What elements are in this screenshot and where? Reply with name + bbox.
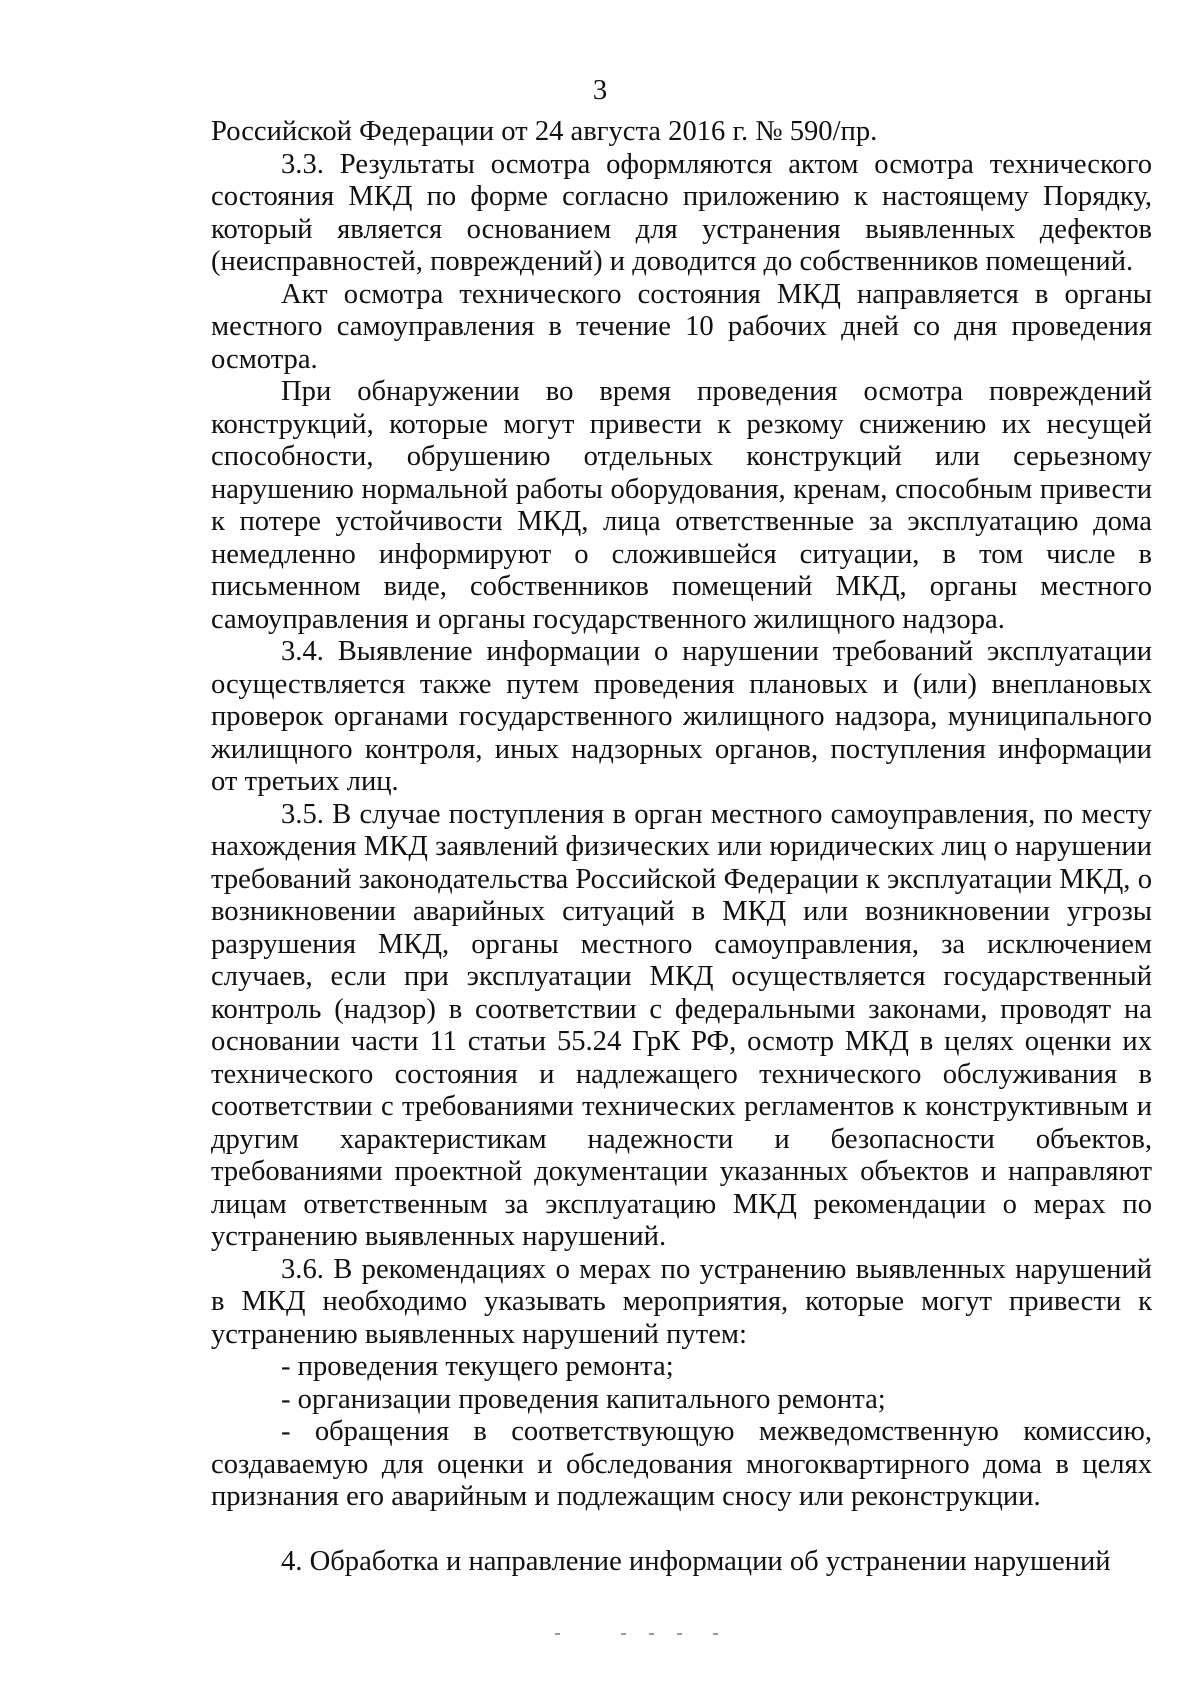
scan-artifact-dots <box>555 1633 735 1639</box>
list-item-capital-repair: - организации проведения капитального ремонта; <box>281 1383 886 1415</box>
paragraph-3-3: 3.3. Результаты осмотра оформляются актом осмотра технического состояния МКД по форме согласно приложению к настоящему Порядку, который является основанием для устранения выявленных дефектов (неисправностей, повреждений) и доводится до собственников помещений. <box>211 148 1152 277</box>
paragraph-3-5: 3.5. В случае поступления в орган местного самоуправления, по месту нахождения МКД заявлений физических или юридических лиц о нарушении требований законодательства Российской Федерации к эксплуатации МКД, о возникновении аварийных ситуаций в МКД или возникновении угрозы разрушения МКД, органы местного самоуправления, за исключением случаев, если при эксплуатации МКД осуществляется государственный контроль (надзор) в соответствии с федеральными законами, проводят на основании части 11 статьи 55.24 ГрК РФ, осмотр МКД в целях оценки их технического состояния и надлежащего технического обслуживания в соответствии с требованиями технических регламентов к конструктивным и другим характеристикам надежности и безопасности объектов, требованиями проектной документации указанных объектов и направляют лицам ответственным за эксплуатацию МКД рекомендации о мерах по устранению выявленных нарушений. <box>211 798 1152 1252</box>
paragraph-act-submission: Акт осмотра технического состояния МКД направляется в органы местного самоуправления в течение 10 рабочих дней со дня проведения осмотра. <box>211 278 1152 375</box>
section-4-heading: 4. Обработка и направление информации об устранении нарушений <box>281 1545 1111 1577</box>
document-body <box>211 116 1152 1578</box>
paragraph-continuation: Российской Федерации от 24 августа 2016 г. № 590/пр. <box>211 116 878 147</box>
paragraph-3-4: 3.4. Выявление информации о нарушении требований эксплуатации осуществляется также путем проведения плановых и (или) внеплановых проверок органами государственного жилищного надзора, муниципального жилищного контроля, иных надзорных органов, поступления информации от третьих лиц. <box>211 636 1152 797</box>
list-item-commission-appeal: - обращения в соответствующую межведомственную комиссию, создаваемую для оценки и обследования многоквартирного дома в целях признания его аварийным и подлежащим сносу или реконструкции. <box>211 1416 1152 1512</box>
page-number: 3 <box>592 74 608 106</box>
list-item-current-repair: - проведения текущего ремонта; <box>281 1351 674 1382</box>
paragraph-3-6: 3.6. В рекомендациях о мерах по устранению выявленных нарушений в МКД необходимо указывать мероприятия, которые могут привести к устранению выявленных нарушений путем: <box>211 1253 1152 1350</box>
paragraph-damage-detection: При обнаружении во время проведения осмотра повреждений конструкций, которые могут привести к резкому снижению их несущей способности, обрушению отдельных конструкций или серьезному нарушению нормальной работы оборудования, кренам, способным привести к потере устойчивости МКД, лица ответственные за эксплуатацию дома немедленно информируют о сложившейся ситуации, в том числе в письменном виде, собственников помещений МКД, органы местного самоуправления и органы государственного жилищного надзора. <box>211 376 1152 635</box>
